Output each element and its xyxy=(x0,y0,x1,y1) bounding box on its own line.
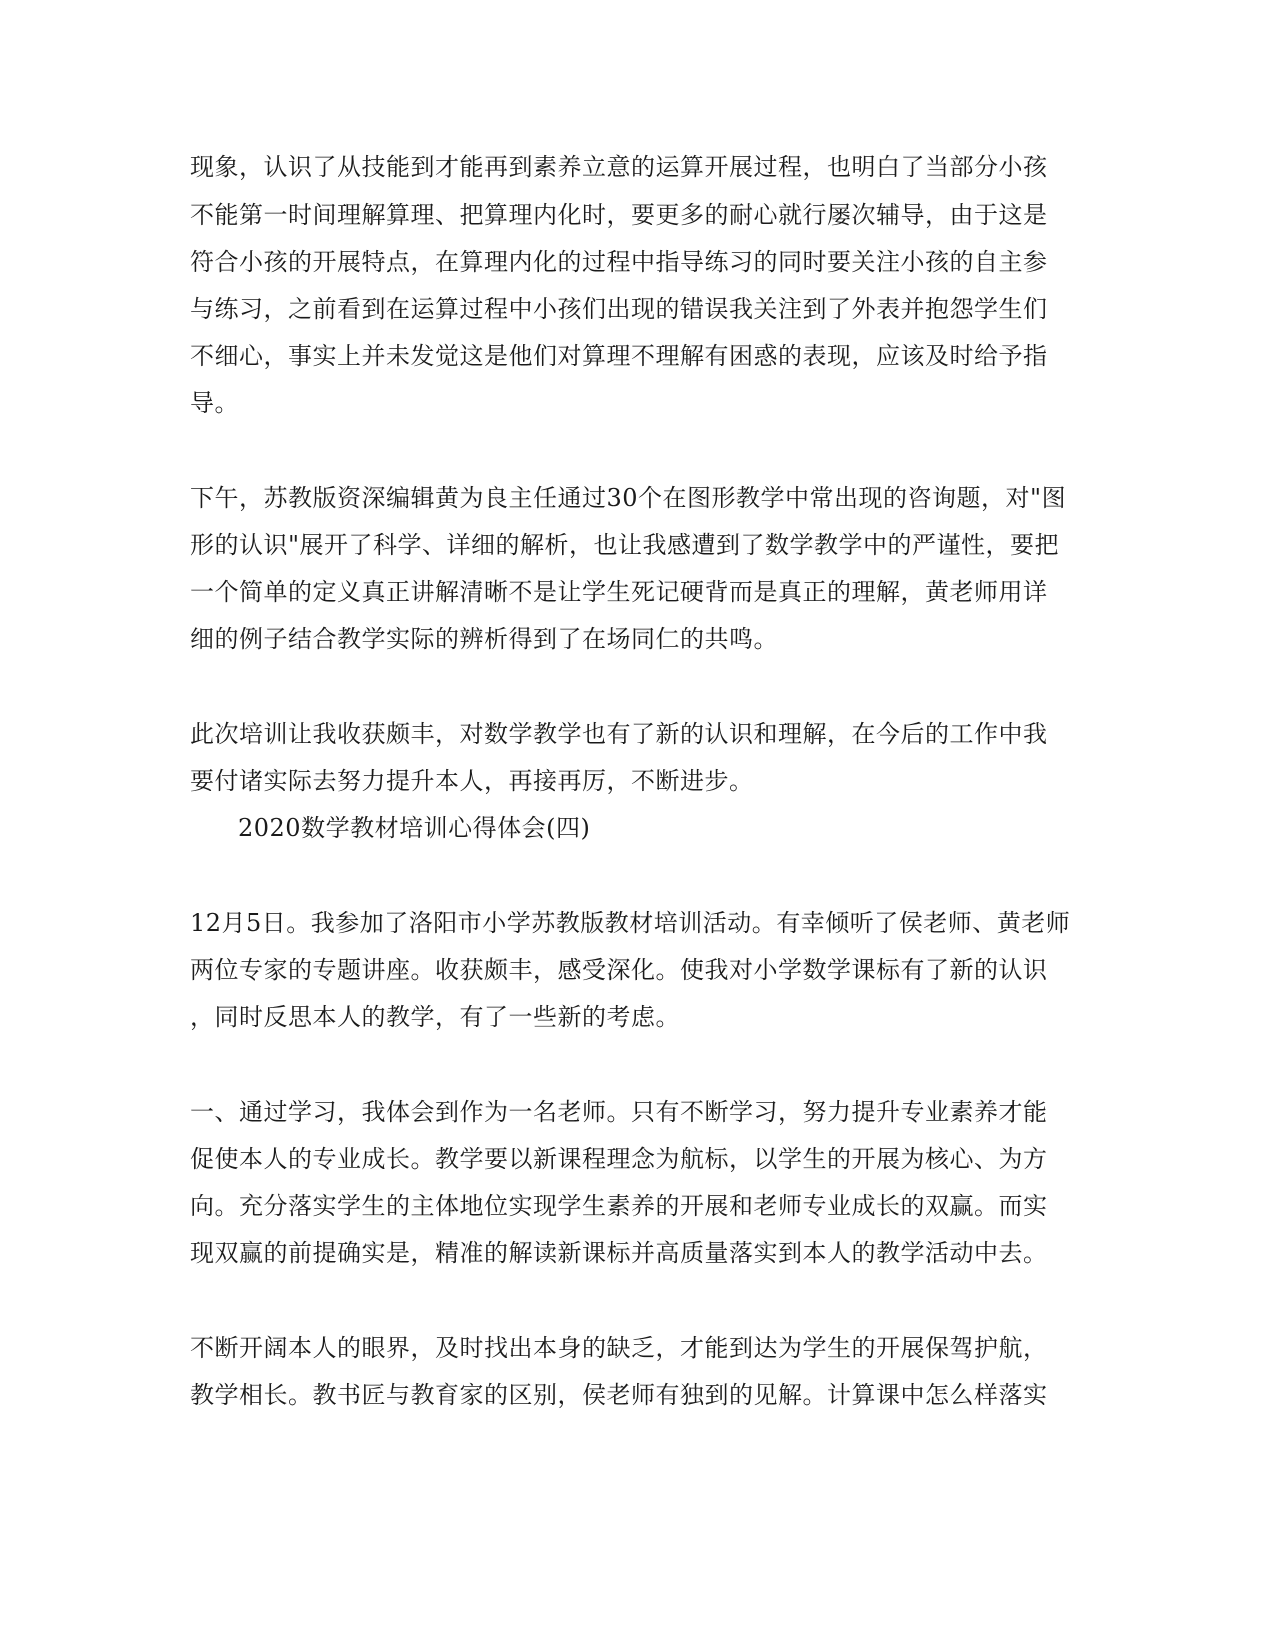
text-line: 教学相长。教书匠与教育家的区别，侯老师有独到的见解。计算课中怎么样落实 xyxy=(190,1381,1048,1409)
text-line: 不能第一时间理解算理、把算理内化时，要更多的耐心就行屡次辅导，由于这是 xyxy=(190,201,1048,229)
text-line: 向。充分落实学生的主体地位实现学生素养的开展和老师专业成长的双赢。而实 xyxy=(190,1192,1048,1220)
text-line: ，同时反思本人的教学，有了一些新的考虑。 xyxy=(190,1003,680,1031)
text-line: 形的认识"展开了科学、详细的解析，也让我感遭到了数学教学中的严谨性，要把 xyxy=(190,531,1060,559)
text-line: 不断开阔本人的眼界，及时找出本身的缺乏，才能到达为学生的开展保驾护航， xyxy=(190,1334,1048,1362)
text-line: 不细心，事实上并未发觉这是他们对算理不理解有困惑的表现，应该及时给予指 xyxy=(190,342,1048,370)
section-heading: 2020数学教材培训心得体会(四) xyxy=(238,814,591,842)
text-line: 要付诸实际去努力提升本人，再接再厉，不断进步。 xyxy=(190,767,754,795)
text-line: 促使本人的专业成长。教学要以新课程理念为航标，以学生的开展为核心、为方 xyxy=(190,1145,1048,1173)
text-line: 现双赢的前提确实是，精准的解读新课标并高质量落实到本人的教学活动中去。 xyxy=(190,1239,1048,1267)
text-line: 此次培训让我收获颇丰，对数学教学也有了新的认识和理解，在今后的工作中我 xyxy=(190,720,1048,748)
text-line: 现象，认识了从技能到才能再到素养立意的运算开展过程，也明白了当部分小孩 xyxy=(190,153,1048,181)
text-line: 符合小孩的开展特点，在算理内化的过程中指导练习的同时要关注小孩的自主参 xyxy=(190,248,1048,276)
text-line: 导。 xyxy=(190,389,239,417)
text-line: 一、通过学习，我体会到作为一名老师。只有不断学习，努力提升专业素养才能 xyxy=(190,1098,1048,1126)
text-line: 一个简单的定义真正讲解清晰不是让学生死记硬背而是真正的理解，黄老师用详 xyxy=(190,578,1048,606)
text-line: 两位专家的专题讲座。收获颇丰，感受深化。使我对小学数学课标有了新的认识 xyxy=(190,956,1048,984)
text-line: 12月5日。我参加了洛阳市小学苏教版教材培训活动。有幸倾听了侯老师、黄老师 xyxy=(190,909,1071,937)
text-line: 下午，苏教版资深编辑黄为良主任通过30个在图形教学中常出现的咨询题，对"图 xyxy=(190,484,1067,512)
text-line: 细的例子结合教学实际的辨析得到了在场同仁的共鸣。 xyxy=(190,625,778,653)
text-line: 与练习，之前看到在运算过程中小孩们出现的错误我关注到了外表并抱怨学生们 xyxy=(190,295,1048,323)
